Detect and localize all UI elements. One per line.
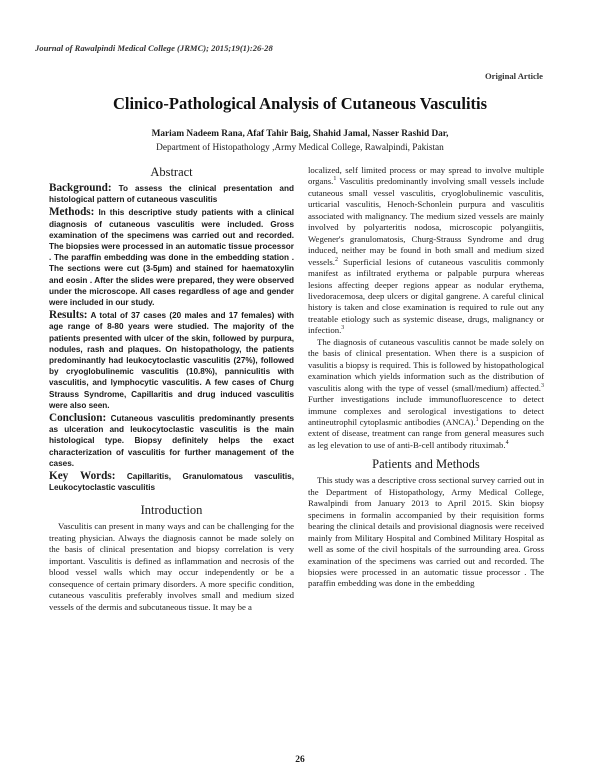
left-column [49, 165, 294, 613]
keywords-text: Capillaritis, Granulomatous vasculitis, Leukocytoclastic vasculitis [49, 472, 294, 493]
article-type-label: Original Article [485, 71, 543, 81]
results-text: A total of 37 cases (20 males and 17 females) with age range of 8-80 years were studied. The majority of the patients presented with ulcer of the skin, followed by purpura, nodules, rash and plaques. On histopathology, the patients predominantly had leukocytoclastic vasculitis (27%), followed by cryoglobulinemic vasculitis (10.8%), panniculitis with vasculitis, and lymphocytic vasculitis. A few cases of Churg Strauss Syndrome, Capillaritis and drug induced vasculitis were also seen. [49, 311, 294, 410]
introduction-heading: Introduction [140, 503, 203, 518]
journal-citation: Journal of Rawalpindi Medical College (JRMC); 2015;19(1):26-28 [35, 43, 273, 53]
citation-ref: 2 [334, 256, 338, 263]
affiliation: Department of Histopathology ,Army Medical College, Rawalpindi, Pakistan [156, 143, 444, 153]
abstract-keywords [49, 471, 294, 493]
page-number: 26 [295, 755, 305, 765]
introduction-paragraph: Vasculitis can present in many ways and can be challenging for the treating physician. Always the diagnosis cannot be made solely on the basis of clinical presentation and biopsy correlation is very important. Vasculitis is defined as inflammation and necrosis of the blood vessel walls which may occur independently or be a consequence of certain primary disorders. A more specific condition, cutaneous vasculitis preferably involves small and medium sized vessels of the dermis and subcutaneous tissue. It may be a [49, 521, 294, 612]
patients-methods-paragraph: This study was a descriptive cross sectional survey carried out in the Department of Histopathology, Army Medical College, Rawalpindi from January 2013 to April 2015. Skin biopsy specimens in formalin accompanied by their requisition forms bearing the clinical details and provisional diagnosis were received mainly from Military Hospital and Combined Military Hospital as well as some of the civil hospitals of the surrounding area. Gross examination of the specimens was carried out and recorded. The biopsies were processed in an automatic tissue processor . The paraffin embedding was done in the embedding [308, 475, 544, 589]
author-list: Mariam Nadeem Rana, Afaf Tahir Baig, Shahid Jamal, Nasser Rashid Dar, [151, 129, 449, 139]
methods-label: Methods: [49, 206, 95, 219]
text-run: Vasculitis predominantly involving small vessels include cutaneous small vessel vasculitis, cryoglobulinemic vasculitis, urticarial vasculitis, Henoch-Schonlein purpura and vasculitis associated with malignancy. The medium sized vessels are mainly involved by polyarteritis nodosa, microscopic polyangiitis, Wegener's granulomatosis, Churg-Strauss Syndrome and drug induced, neither may be found in both small and medium sized vessels. [308, 176, 544, 267]
text-run: The diagnosis of cutaneous vasculitis cannot be made solely on the basis of clinical presentation. When there is a suspicion of vasulitis a biopsy is required. This is followed by histopathological examination which yields information such as the distribution of vasculitis along with the type of vessel (small/medium) affected. [308, 336, 544, 393]
intro-continued-paragraph [308, 165, 544, 337]
abstract-methods [49, 207, 294, 308]
results-label: Results: [49, 309, 88, 322]
text-run: localized, self limited process or may spread to involve multiple organs. [308, 165, 544, 187]
text-run: Further investigations include immunofluorescence to detect immune complexes and serological investigations to detect antineutrophil cytoplasmic antibodies (ANCA). [308, 394, 544, 427]
abstract-heading: Abstract [150, 165, 193, 179]
conclusion-label: Conclusion: [49, 412, 107, 425]
paper-title: Clinico-Pathological Analysis of Cutaneous Vasculitis [112, 94, 488, 113]
citation-ref: 3 [541, 382, 544, 389]
right-column [308, 165, 544, 590]
diagnosis-paragraph [308, 337, 544, 452]
patients-methods-heading: Patients and Methods [372, 457, 480, 472]
methods-text: In this descriptive study patients with a clinical diagnosis of cutaneous vasculitis were included. Gross examination of the specimens was carried out and recorded. The biopsies were processed in an automatic tissue processor . The paraffin embedding was done in the embedding station . The sections were cut (3-5µm) and stained for haematoxylin and eosin . After the slides were prepared, they were observed under the microscope. All cases regardless of age and gender were included in our study. [49, 208, 294, 308]
abstract-background [49, 183, 294, 205]
text-run: Depending on the extent of disease, treatment can range from general measures such as leg elevation to use of anti-B-cell antibody rituximab. [308, 416, 544, 450]
background-label: Background: [49, 182, 112, 194]
citation-ref: 1 [475, 417, 479, 424]
background-text: To assess the clinical presentation and histological pattern of cutaneous vasculitis [49, 184, 294, 205]
conclusion-text: Cutaneous vasculitis predominantly presents as ulceration and leukocytoclastic vasculitis is the main histological type. Biopsy definitely helps the exact characterization of vasculitis for further management of the cases. [49, 414, 294, 468]
abstract-results [49, 310, 294, 411]
keywords-label: Key Words: [49, 470, 116, 483]
citation-ref: 4 [505, 439, 509, 446]
citation-ref: 1 [333, 176, 337, 183]
abstract-conclusion [49, 413, 294, 469]
text-run: Superficial lesions of cutaneous vasculitis commonly manifest as infiltrated erythema or palpable purpura whereas lesions affecting deeper regions appear as nodular erythema, livedoracemosa, deep ulcers or digital gangrene. A careful clinical history is taken and close examination is required to rule out any treatable etiology such as systemic disease, drugs, malignancy or infection. [308, 256, 544, 336]
citation-ref: 3 [341, 325, 345, 332]
